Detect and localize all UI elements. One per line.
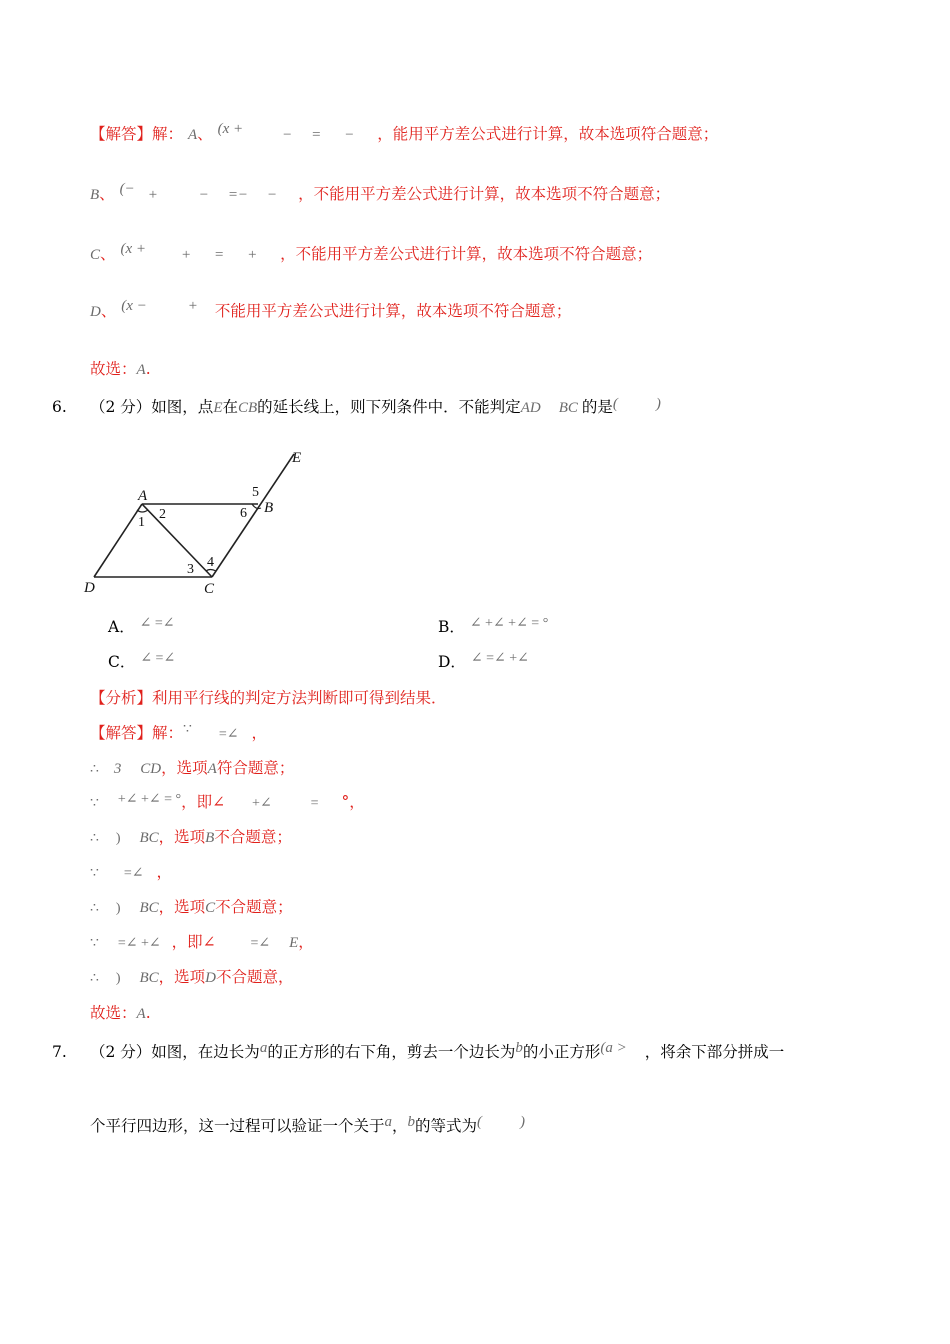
line-a-c (142, 504, 212, 577)
q5-a-label: A (187, 127, 198, 143)
q6-option-c-expr: ∠ =∠ (140, 651, 176, 666)
q6-solution-4 (90, 827, 292, 849)
q6-sol-8-var: D (205, 970, 216, 986)
q6-option-c[interactable] (108, 652, 175, 674)
q6-option-a-label: A． (108, 618, 135, 636)
q5-b-sep: 、 (99, 185, 115, 203)
q5-c-expr2: + (180, 247, 192, 263)
q6-sol-2-text: ，选项 (161, 759, 208, 777)
q5-b-expr3: − (198, 187, 209, 203)
q7-var-b: b (515, 1040, 523, 1056)
q5-solution-line-b (90, 181, 671, 205)
q6-sol-7-var: E (289, 935, 299, 951)
q6-choose (90, 1003, 151, 1024)
q6-option-b-label: B． (438, 618, 465, 636)
q7-stem-5: 个平行四边形，这一过程可以验证一个关于 (90, 1117, 385, 1135)
q6-stem-3: 的延长线上，则下列条件中．不能判定 (257, 398, 521, 416)
line-d-a (94, 504, 142, 577)
q6-var-e: E (213, 400, 223, 416)
q7-var-a: a (259, 1040, 268, 1056)
q6-sol-7-sym: ∵ (90, 936, 99, 951)
q5-solution-tag: 【解答】 (90, 125, 153, 143)
q6-analysis (90, 688, 447, 708)
q5-solution-lead: 解： (152, 125, 184, 143)
q6-sol-7-expr2: =∠ (250, 936, 271, 951)
q6-sol-4-var: B (205, 830, 215, 846)
label-b: B (264, 500, 274, 516)
q5-d-text: 不能用平方差公式进行计算，故本选项不符合题意； (214, 302, 572, 320)
q7-stem-2: 的正方形的右下角，剪去一个边长为 (267, 1043, 516, 1061)
label-c: C (204, 581, 215, 596)
q6-sol-3-end: °， (341, 793, 365, 811)
q5-b-expr5: − (267, 187, 278, 203)
q6-solution-1 (90, 723, 267, 745)
q7-cond: (a > (600, 1040, 627, 1056)
q6-stem-2: 在 (222, 398, 238, 416)
q5-choose (90, 359, 151, 380)
q6-option-d-expr: ∠ =∠ +∠ (470, 651, 529, 666)
q5-solution-line-c (90, 241, 653, 265)
q6-sol-3-expr3: = (310, 796, 319, 811)
q6-var-cb: CB (238, 400, 258, 416)
q5-choose-value: A (136, 362, 146, 378)
q6-sol-1-expr: =∠ (218, 727, 239, 742)
q6-sol-3-expr: +∠ +∠ = ° (117, 792, 182, 807)
q6-sol-8-expr: ) (115, 971, 121, 986)
q6-geometry-figure (82, 446, 322, 596)
q6-number: 6. (52, 398, 67, 416)
q6-option-b[interactable] (438, 617, 548, 639)
q7-stem-6: 的等式为 (415, 1117, 478, 1135)
line-c-e (212, 454, 294, 577)
q5-d-expr1: (x − (121, 298, 147, 314)
q7-stem-line-2 (90, 1116, 525, 1137)
q6-sol-1-sym: ∵ (183, 722, 192, 737)
q5-choose-end: . (145, 360, 151, 378)
q6-solution-2 (90, 758, 294, 780)
q6-sol-2-sym: ∴ (90, 762, 99, 777)
q5-a-expr2: − (282, 127, 293, 143)
q6-option-d-label: D． (438, 653, 466, 671)
q6-sol-3-sym: ∵ (90, 796, 99, 811)
q5-b-label: B (90, 187, 100, 203)
q6-solution-8 (90, 967, 294, 989)
q6-sol-2-cd: CD (140, 761, 162, 777)
q5-c-label: C (90, 247, 101, 263)
q7-stem-3: 的小正方形 (522, 1043, 601, 1061)
q6-sol-7-expr: =∠ +∠ (117, 936, 161, 951)
q6-sol-6-bc: BC (139, 900, 159, 916)
q5-a-expr4: − (344, 127, 355, 143)
q6-sol-8-sym: ∴ (90, 971, 99, 986)
q6-stem-1: 如图，点 (151, 398, 214, 416)
q5-d-sep: 、 (100, 302, 117, 320)
q6-stem (90, 397, 661, 418)
label-angle-5: 5 (252, 485, 259, 500)
q6-option-a-expr: ∠ =∠ (139, 616, 175, 631)
q6-sol-6-expr: ) (115, 901, 121, 916)
q5-b-expr2: + (147, 187, 158, 203)
q5-c-expr3: = (214, 247, 225, 263)
q5-a-expr1: (x + (217, 121, 244, 137)
q6-solution-5 (90, 862, 172, 884)
q6-solution-tag: 【解答】 (90, 724, 153, 742)
q5-b-text: ，不能用平方差公式进行计算，故本选项不符合题意； (298, 185, 671, 203)
q6-solution-lead: 解： (152, 724, 184, 742)
q5-c-sep: 、 (100, 245, 116, 263)
q5-a-text: ，能用平方差公式进行计算，故本选项符合题意； (377, 125, 719, 143)
q6-sol-5-expr: =∠ (123, 866, 144, 881)
q5-d-expr2: + (187, 298, 198, 314)
q6-sol-8-bc: BC (139, 970, 159, 986)
q6-sol-4-sym: ∴ (90, 831, 99, 846)
q7-number: 7. (52, 1043, 67, 1061)
q5-c-text: ，不能用平方差公式进行计算，故本选项不符合题意； (280, 245, 653, 263)
q5-d-label: D (90, 304, 101, 320)
q6-score: （2 分） (90, 398, 152, 416)
q6-analysis-tag: 【分析】 (90, 689, 153, 707)
q7-var-b2: b (407, 1114, 416, 1130)
q5-choose-label: 故选： (90, 360, 137, 378)
label-d: D (84, 580, 95, 596)
label-angle-4: 4 (207, 555, 214, 570)
q7-score: （2 分） (90, 1043, 152, 1061)
q7-stem-4: ，将余下部分拼成一 (644, 1043, 785, 1061)
q6-stem-4: 的是 (581, 398, 613, 416)
q6-sol-1-end: ， (251, 724, 267, 742)
label-angle-6: 6 (240, 506, 247, 521)
q5-a-sep: 、 (197, 125, 213, 143)
q5-c-expr1: (x + (120, 241, 146, 257)
label-e: E (292, 450, 302, 466)
q6-analysis-text: 利用平行线的判定方法判断即可得到结果． (152, 689, 447, 707)
label-a: A (138, 488, 148, 504)
q6-sol-3-expr2: +∠ (252, 796, 272, 811)
q7-stem-1: 如图，在边长为 (151, 1043, 260, 1061)
q6-sol-4-end: 不合题意； (214, 828, 292, 846)
label-angle-3: 3 (187, 562, 194, 577)
q5-solution-line-a (90, 121, 719, 145)
q6-sol-2-var: A (207, 761, 217, 777)
q6-sol-6-text: ，选项 (158, 898, 206, 916)
q7-var-a2: a (384, 1114, 393, 1130)
q6-choose-end: . (145, 1004, 151, 1022)
q6-option-c-label: C． (108, 653, 136, 671)
q6-sol-4-expr: ) (115, 831, 121, 846)
q6-sol-3-text: ，即∠ (181, 793, 226, 811)
q6-var-bc: BC (558, 400, 578, 416)
q6-sol-5-sym: ∵ (90, 866, 99, 881)
q5-solution-line-d (90, 298, 572, 322)
q5-b-expr4: =− (227, 187, 249, 203)
q6-sol-5-end: ， (156, 863, 172, 881)
q6-var-ad: AD (520, 400, 541, 416)
q6-sol-7-text: ，即∠ (171, 933, 216, 951)
q6-sol-8-end: 不合题意， (216, 968, 294, 986)
q6-paren-open: ( (612, 396, 618, 412)
q5-b-expr1: (− (119, 181, 135, 197)
q6-solution-3 (90, 792, 365, 814)
q6-choose-value: A (136, 1006, 146, 1022)
q6-sol-7-end: ， (298, 933, 314, 951)
q6-sol-6-sym: ∴ (90, 901, 99, 916)
q6-paren-close: ) (655, 396, 661, 412)
q6-sol-4-bc: BC (139, 830, 159, 846)
q6-option-d[interactable] (438, 652, 529, 674)
label-angle-2: 2 (159, 507, 166, 522)
q7-paren-open: ( (477, 1114, 483, 1130)
q6-sol-2-end: 符合题意； (216, 759, 295, 777)
q6-choose-label: 故选： (90, 1004, 137, 1022)
q6-option-a[interactable] (108, 617, 175, 639)
q7-comma: ， (392, 1117, 408, 1135)
q6-option-b-expr: ∠ +∠ +∠ = ° (469, 616, 549, 631)
q6-solution-7 (90, 932, 314, 954)
q6-sol-4-text: ，选项 (158, 828, 206, 846)
q5-a-expr3: = (311, 127, 322, 143)
q6-sol-6-end: 不合题意； (215, 898, 293, 916)
q5-c-expr4: + (247, 247, 258, 263)
q6-sol-2-expr: 3 (113, 761, 122, 777)
q6-sol-6-var: C (205, 900, 216, 916)
label-angle-1: 1 (138, 515, 145, 530)
q6-solution-6 (90, 897, 293, 919)
q6-sol-8-text: ，选项 (158, 968, 206, 986)
q7-stem-line-1 (90, 1042, 784, 1063)
q7-paren-close: ) (520, 1114, 526, 1130)
